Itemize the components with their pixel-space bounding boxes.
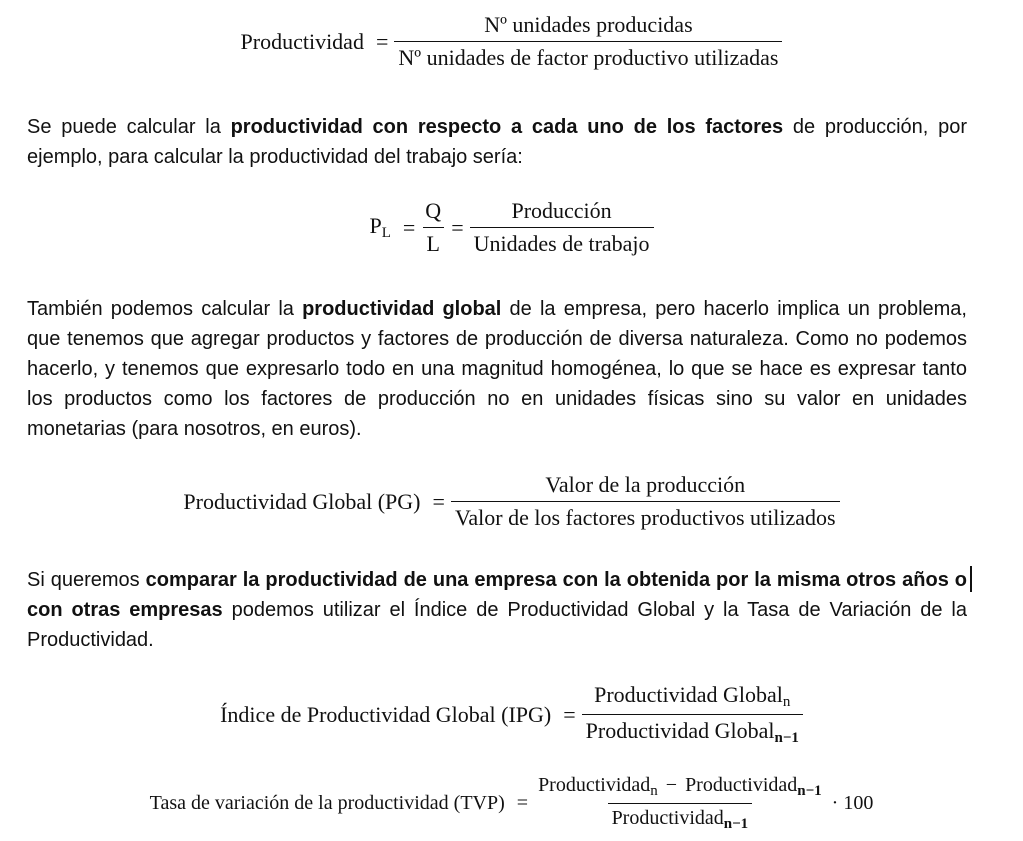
- equation-tvp: [0, 774, 1023, 833]
- equals-sign: =: [451, 214, 464, 240]
- eq2-f1-denominator: L: [423, 227, 444, 257]
- p3-text-b: podemos utilizar el Índice de Productividad Global y la Tasa de Variación de la Productividad.: [27, 599, 967, 651]
- eq4-num-subscript: n: [782, 694, 791, 710]
- text-cursor: [970, 566, 972, 592]
- eq3-numerator: Valor de la producción: [545, 472, 746, 497]
- p2-bold: productividad global: [302, 298, 502, 320]
- p1-text-a: Se puede calcular la: [27, 116, 231, 138]
- eq2-fraction-produccion: [470, 198, 654, 257]
- eq4-num-text: Productividad Global: [594, 682, 783, 707]
- equals-sign: =: [516, 792, 529, 814]
- equals-sign: =: [432, 488, 445, 514]
- eq2-f1-numerator: Q: [425, 198, 442, 223]
- eq5-den-subscript: n−1: [723, 816, 749, 832]
- eq5-fraction: [534, 774, 826, 833]
- eq1-fraction: [394, 12, 782, 71]
- eq4-denominator: [582, 714, 803, 747]
- eq1-denominator: Nº unidades de factor productivo utilizadas: [394, 41, 782, 71]
- paragraph-3: [27, 565, 967, 655]
- p1-bold: productividad con respecto a cada uno de los factores: [230, 116, 784, 138]
- eq2-f2-numerator: Producción: [511, 198, 612, 223]
- eq5-multiplier: · 100: [831, 792, 874, 814]
- eq5-num-b: Productividad: [685, 774, 798, 796]
- paragraph-2: [27, 294, 967, 444]
- equals-sign: =: [563, 701, 576, 727]
- eq5-num-b-subscript: n−1: [797, 783, 822, 799]
- eq5-den-text: Productividad: [611, 807, 724, 829]
- eq4-lhs: Índice de Productividad Global (IPG): [220, 701, 552, 727]
- p2-text-b: de la empresa, pero hacerlo implica un problema, que tenemos que agregar productos y factores de producción de diversa naturaleza. Como no podemos hacerlo, y tenemos que expresarlo todo en una magnitud homogénea, lo que se hace es expresar tanto los productos como los factores de producción no en unidades físicas sino su valor en unidades monetarias (para nosotros, en euros).: [27, 298, 967, 440]
- eq4-numerator: [590, 682, 794, 714]
- eq2-lhs: [369, 213, 390, 242]
- p2-text-a: También podemos calcular la: [27, 298, 303, 320]
- eq4-den-text: Productividad Global: [585, 718, 775, 743]
- eq1-numerator: Nº unidades producidas: [484, 12, 693, 37]
- eq5-numerator: [534, 774, 826, 803]
- p3-text-a: Si queremos: [27, 569, 146, 591]
- equation-pl: [0, 198, 1023, 257]
- eq4-fraction: [582, 682, 803, 747]
- eq3-fraction: [451, 472, 840, 531]
- eq1-lhs: Productividad: [240, 28, 364, 54]
- p1-text-b: de producción, por ejemplo, para calcular la productividad del trabajo sería:: [27, 116, 967, 168]
- equation-productividad-global: [0, 472, 1023, 531]
- equation-productividad: [0, 12, 1023, 71]
- p3-bold: comparar la productividad de una empresa con la obtenida por la misma otros años o con otras empresas: [27, 569, 967, 621]
- eq3-denominator: Valor de los factores productivos utilizados: [451, 501, 840, 531]
- eq2-lhs-subscript: L: [381, 225, 391, 241]
- equals-sign: =: [375, 28, 389, 54]
- minus-sign: −: [665, 774, 678, 796]
- eq2-fraction-q-l: [421, 198, 445, 257]
- eq3-lhs: Productividad Global (PG): [183, 488, 421, 514]
- eq5-lhs: Tasa de variación de la productividad (TVP): [149, 792, 505, 814]
- equation-ipg: [0, 682, 1023, 747]
- eq2-f2-denominator: Unidades de trabajo: [470, 227, 654, 257]
- eq2-lhs-symbol: P: [369, 213, 382, 238]
- eq5-num-a: Productividad: [538, 774, 651, 796]
- eq5-denominator: [608, 803, 753, 833]
- paragraph-1: [27, 112, 967, 172]
- eq5-num-a-subscript: n: [650, 783, 658, 799]
- eq4-den-subscript: n−1: [774, 730, 799, 746]
- equals-sign: =: [402, 214, 416, 240]
